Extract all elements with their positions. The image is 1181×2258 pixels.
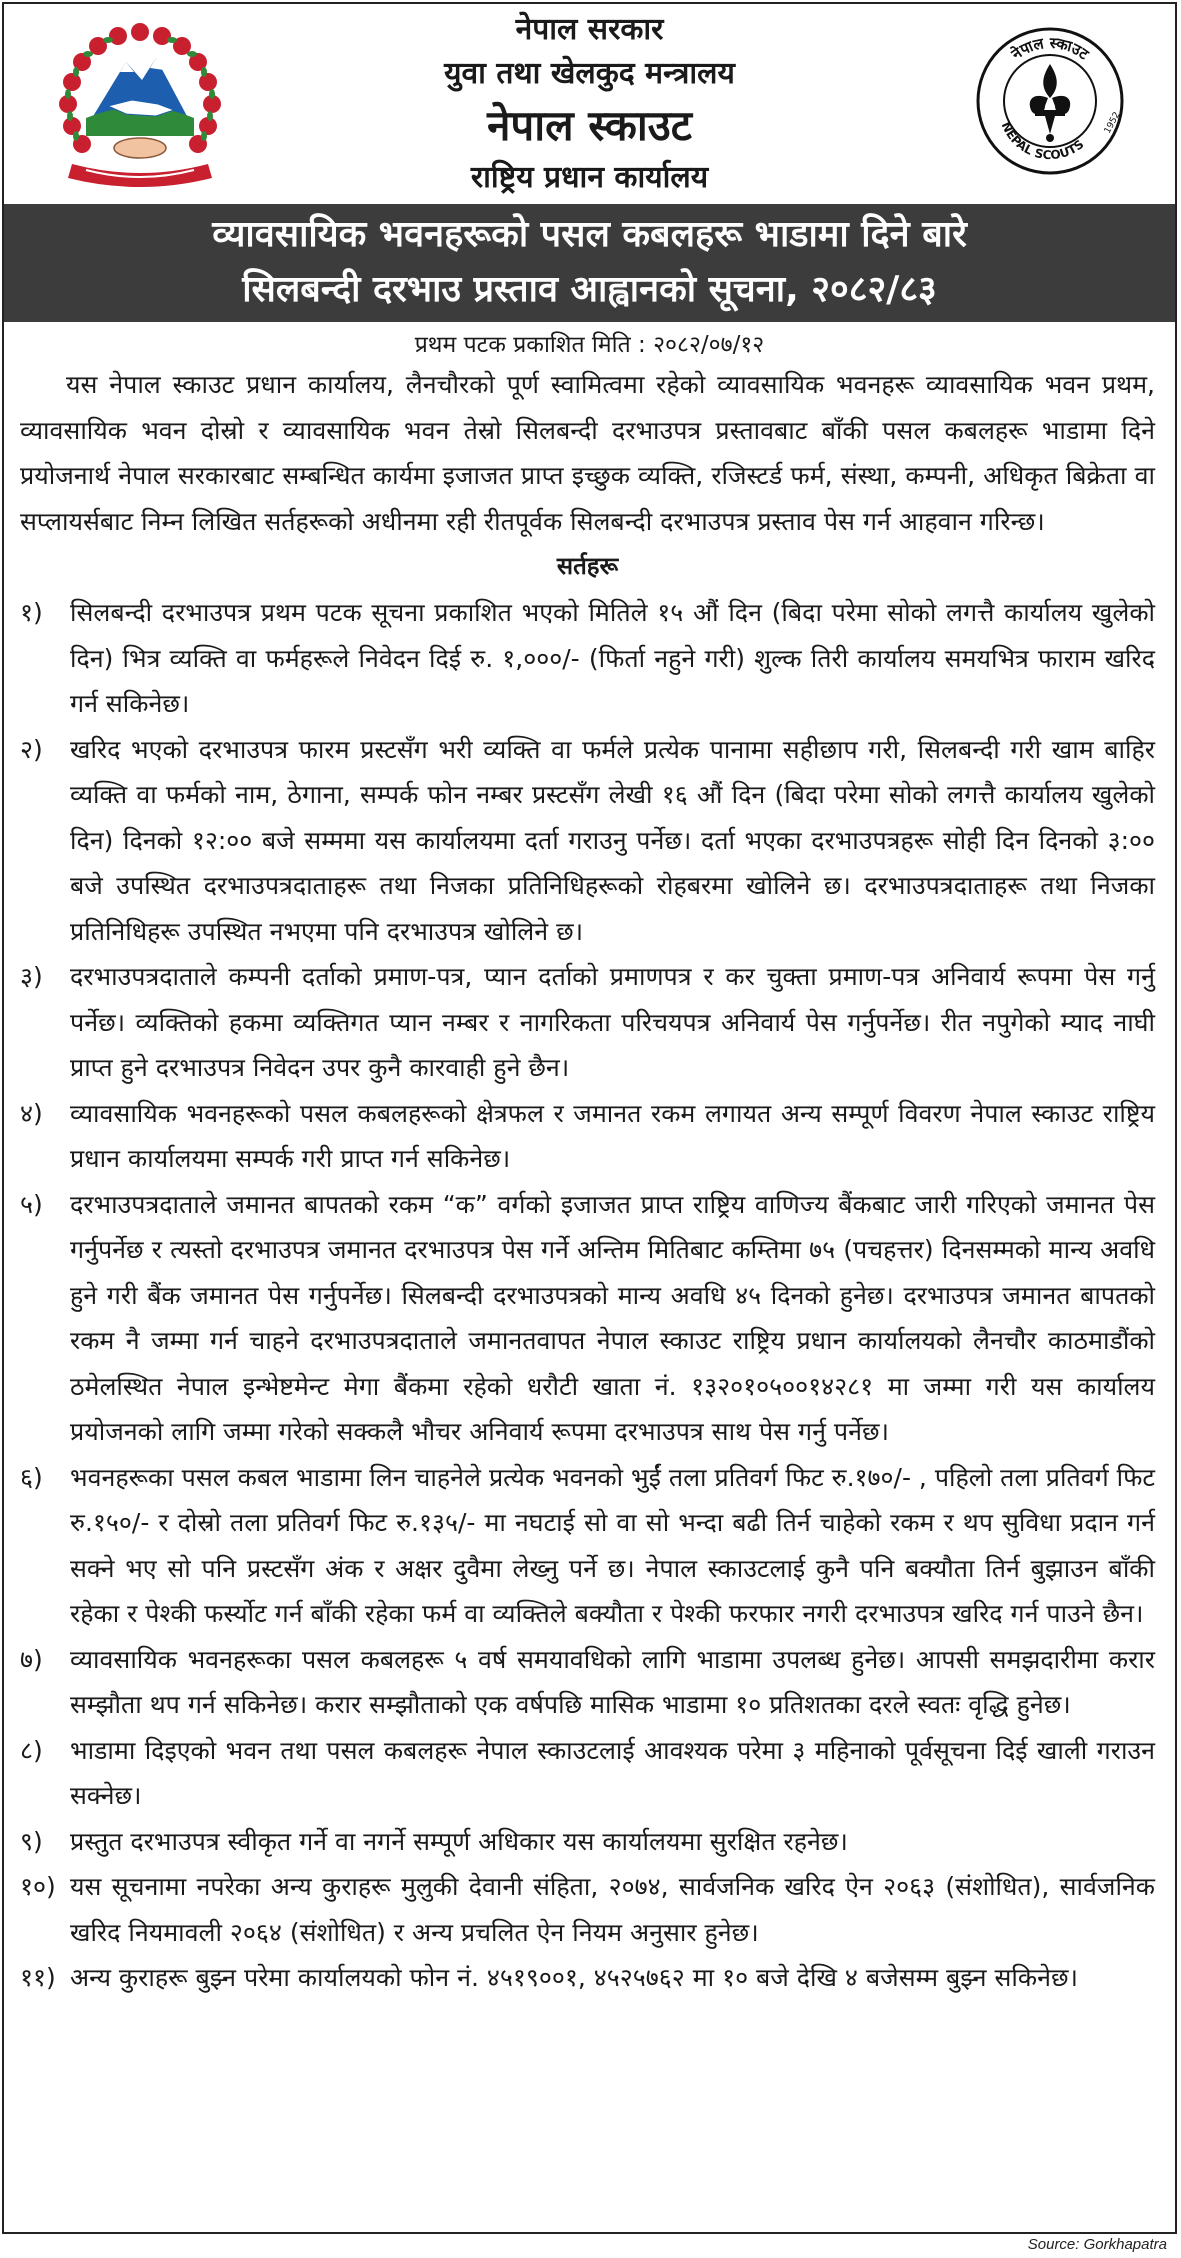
condition-item bbox=[20, 727, 1155, 955]
condition-number: ६) bbox=[20, 1462, 43, 1492]
condition-number: १०) bbox=[20, 1872, 56, 1901]
nepal-scouts-logo-icon bbox=[975, 26, 1125, 176]
condition-item bbox=[20, 1182, 1155, 1455]
condition-text: व्यावसायिक भवनहरूका पसल कबलहरू ५ वर्ष समयावधिको लागि भाडामा उपलब्ध हुनेछ। आपसी समझदारीमा करार सम्झौता थप गर्न सकिनेछ। करार सम्झौताको एक वर्षपछि मासिक भाडामा १० प्रतिशतका दरले स्वतः वृद्धि हुनेछ। bbox=[70, 1644, 1155, 1719]
condition-number: ७) bbox=[20, 1644, 43, 1674]
notice-frame bbox=[2, 2, 1177, 2234]
condition-text: अन्य कुराहरू बुझ्न परेमा कार्यालयको फोन नं. ४५१९००१, ४५२५७६२ मा १० बजे देखि ४ बजेसम्म बुझ्न सकिनेछ। bbox=[70, 1963, 1078, 1992]
notice-title-line1: व्यावसायिक भवनहरूको पसल कबलहरू भाडामा दिने बारे bbox=[212, 214, 967, 255]
condition-text: दरभाउपत्रदाताले कम्पनी दर्ताको प्रमाण-पत्र, प्यान दर्ताको प्रमाणपत्र र कर चुक्ता प्रमाण-पत्र अनिवार्य रूपमा पेस गर्नु पर्नेछ। व्यक्तिको हकमा व्यक्तिगत प्यान नम्बर र नागरिकता परिचयपत्र अनिवार्य पेस गर्नुपर्नेछ। रीत नपुगेको म्याद नाघी प्राप्त हुने दरभाउपत्र निवेदन उपर कुनै कारवाही हुने छैन। bbox=[70, 962, 1155, 1082]
ministry-name: युवा तथा खेलकुद मन्त्रालय bbox=[444, 56, 735, 91]
government-name: नेपाल सरकार bbox=[515, 12, 664, 47]
scout-logo-top-text: नेपाल स्काउट bbox=[1008, 33, 1092, 64]
condition-text: सिलबन्दी दरभाउपत्र प्रथम पटक सूचना प्रकाशित भएको मितिले १५ औं दिन (बिदा परेमा सोको लगत्तै कार्यालय खुलेको दिन) भित्र व्यक्ति वा फर्महरूले निवेदन दिई रु. १,०००/- (फिर्ता नहुने गरी) शुल्क तिरी कार्यालय समयभित्र फाराम खरिद गर्न सकिनेछ। bbox=[70, 598, 1155, 718]
condition-item bbox=[20, 954, 1155, 1091]
condition-item bbox=[20, 1637, 1155, 1728]
conditions-heading: सर्तहरू bbox=[556, 552, 619, 580]
condition-number: १) bbox=[20, 598, 43, 627]
condition-item bbox=[20, 1955, 1155, 2001]
condition-text: यस सूचनामा नपरेका अन्य कुराहरू मुलुकी देवानी संहिता, २०७४, सार्वजनिक खरिद ऐन २०६३ (संशोधित), सार्वजनिक खरिद नियमावली २०६४ (संशोधित) र अन्य प्रचलित ऐन नियम अनुसार हुनेछ। bbox=[70, 1872, 1155, 1947]
source-credit: Source: Gorkhapatra bbox=[1027, 2236, 1167, 2253]
condition-number: ८) bbox=[20, 1735, 43, 1765]
conditions-list bbox=[20, 590, 1155, 2001]
scout-logo-bottom-text: NEPAL SCOUTS bbox=[998, 119, 1087, 163]
condition-number: ९) bbox=[20, 1826, 43, 1856]
condition-text: खरिद भएको दरभाउपत्र फारम प्रस्टसँग भरी व्यक्ति वा फर्मले प्रत्येक पानामा सहीछाप गरी, सिलबन्दी गरी खाम बाहिर व्यक्ति वा फर्मको नाम, ठेगाना, सम्पर्क फोन नम्बर प्रस्टसँग लेखी १६ औं दिन (बिदा परेमा सोको लगत्तै कार्यालय खुलेको दिन) दिनको १२:०० बजे सम्ममा यस कार्यालयमा दर्ता गराउनु पर्नेछ। दर्ता भएका दरभाउपत्रहरू सोही दिन दिनको ३:०० बजे उपस्थित दरभाउपत्रदाताहरू तथा निजका प्रतिनिधिहरूको रोहबरमा खोलिने छ। दरभाउपत्रदाताहरू तथा निजका प्रतिनिधिहरू उपस्थित नभएमा पनि दरभाउपत्र खोलिने छ। bbox=[70, 734, 1155, 946]
condition-item bbox=[20, 590, 1155, 727]
condition-item bbox=[20, 1864, 1155, 1955]
condition-number: ११) bbox=[20, 1963, 56, 1992]
organization-name: नेपाल स्काउट bbox=[487, 101, 692, 150]
condition-number: ४) bbox=[20, 1098, 43, 1128]
condition-number: ५) bbox=[20, 1189, 43, 1219]
notice-title-banner bbox=[4, 204, 1175, 322]
office-name: राष्ट्रिय प्रधान कार्यालय bbox=[470, 160, 709, 195]
condition-item bbox=[20, 1728, 1155, 1819]
publication-date: प्रथम पटक प्रकाशित मिति : २०८२/०७/१२ bbox=[414, 332, 765, 358]
condition-text: प्रस्तुत दरभाउपत्र स्वीकृत गर्ने वा नगर्ने सम्पूर्ण अधिकार यस कार्यालयमा सुरक्षित रहनेछ। bbox=[70, 1826, 848, 1856]
notice-header bbox=[4, 4, 1175, 204]
scout-logo-year: 1952 bbox=[1102, 110, 1123, 136]
notice-title-line2: सिलबन्दी दरभाउ प्रस्ताव आह्वानको सूचना, २०८२/८३ bbox=[242, 269, 937, 310]
condition-number: २) bbox=[20, 734, 43, 764]
condition-item bbox=[20, 1091, 1155, 1182]
notice-body bbox=[4, 362, 1175, 2001]
condition-text: दरभाउपत्रदाताले जमानत बापतको रकम “क” वर्गको इजाजत प्राप्त राष्ट्रिय वाणिज्य बैंकबाट जारी गरिएको जमानत पेस गर्नुपर्नेछ र त्यस्तो दरभाउपत्र जमानत दरभाउपत्र पेस गर्ने अन्तिम मितिबाट कम्तिमा ७५ (पचहत्तर) दिनसम्मको मान्य अवधि हुने गरी बैंक जमानत पेस गर्नुपर्नेछ। सिलबन्दी दरभाउपत्रको मान्य अवधि ४५ दिनको हुनेछ। दरभाउपत्र जमानत बापतको रकम नै जम्मा गर्न चाहने दरभाउपत्रदाताले जमानतवापत नेपाल स्काउट राष्ट्रिय प्रधान कार्यालयको लैनचौर काठमाडौंको ठमेलस्थित नेपाल इन्भेष्टमेन्ट मेगा बैंकमा रहेको धरौटी खाता नं. १३२०१०५००१४२८१ मा जम्मा गरी यस कार्यालय प्रयोजनको लागि जम्मा गरेको सक्कलै भौचर अनिवार्य रूपमा दरभाउपत्र साथ पेस गर्नु पर्नेछ। bbox=[70, 1189, 1155, 1446]
condition-text: भाडामा दिइएको भवन तथा पसल कबलहरू नेपाल स्काउटलाई आवश्यक परेमा ३ महिनाको पूर्वसूचना दिई खाली गराउन सक्नेछ। bbox=[70, 1735, 1155, 1810]
condition-item bbox=[20, 1819, 1155, 1865]
condition-text: भवनहरूका पसल कबल भाडामा लिन चाहनेले प्रत्येक भवनको भुईं तला प्रतिवर्ग फिट रु.१७०/- , पहिलो तला प्रतिवर्ग फिट रु.१५०/- र दोस्रो तला प्रतिवर्ग फिट रु.१३५/- मा नघटाई सो वा सो भन्दा बढी तिर्न चाहेको रकम र थप सुविधा प्रदान गर्न सक्ने भए सो पनि प्रस्टसँग अंक र अक्षर दुवैमा लेख्नु पर्ने छ। नेपाल स्काउटलाई कुनै पनि बक्यौता तिर्न बुझाउन बाँकी रहेका र पेश्की फर्स्योट गर्न बाँकी रहेका फर्म वा व्यक्तिले बक्यौता र पेश्की फरफार नगरी दरभाउपत्र खरिद गर्न पाउने छैन। bbox=[70, 1462, 1155, 1628]
condition-number: ३) bbox=[20, 962, 43, 991]
intro-paragraph: यस नेपाल स्काउट प्रधान कार्यालय, लैनचौरको पूर्ण स्वामित्वमा रहेको व्यावसायिक भवनहरू व्यावसायिक भवन प्रथम, व्यावसायिक भवन दोस्रो र व्यावसायिक भवन तेस्रो सिलबन्दी दरभाउपत्र प्रस्तावबाट बाँकी पसल कबलहरू भाडामा दिने प्रयोजनार्थ नेपाल सरकारबाट सम्बन्धित कार्यमा इजाजत प्राप्त इच्छुक व्यक्ति, रजिस्टर्ड फर्म, संस्था, कम्पनी, अधिकृत बिक्रेता वा सप्लायर्सबाट निम्न लिखित सर्तहरूको अधीनमा रही रीतपूर्वक सिलबन्दी दरभाउपत्र प्रस्ताव पेस गर्न आहवान गरिन्छ। bbox=[20, 370, 1155, 536]
condition-item bbox=[20, 1455, 1155, 1637]
condition-text: व्यावसायिक भवनहरूको पसल कबलहरूको क्षेत्रफल र जमानत रकम लगायत अन्य सम्पूर्ण विवरण नेपाल स्काउट राष्ट्रिय प्रधान कार्यालयमा सम्पर्क गरी प्राप्त गर्न सकिनेछ। bbox=[70, 1098, 1155, 1173]
